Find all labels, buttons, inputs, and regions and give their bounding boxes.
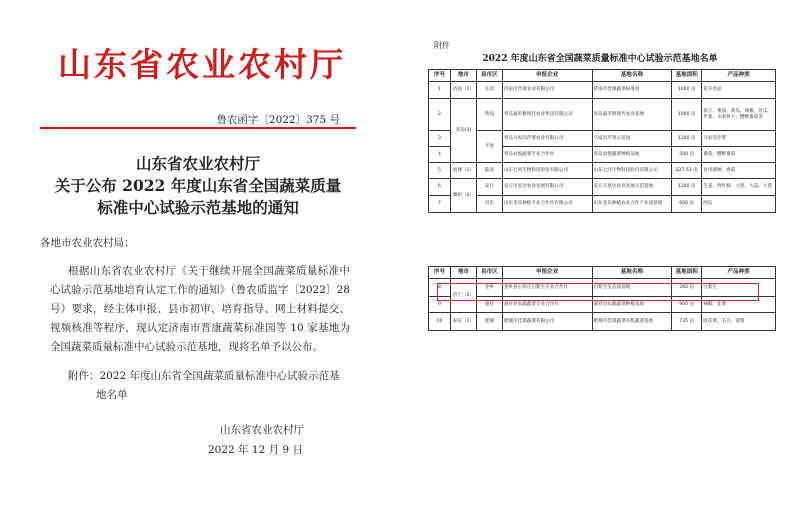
cell-no: 1 (429, 82, 451, 99)
cell-base: 安丘市星达农业发展示范基地 (592, 179, 672, 196)
cell-county: 金乡 (476, 279, 502, 297)
cell-company: 安丘市星达农业发展有限公司 (502, 179, 592, 196)
cell-city: 潍坊（2） (450, 179, 476, 213)
cell-county: 平度 (476, 131, 502, 163)
cell-company: 山东金乐种植专业合作社有限公司 (502, 196, 592, 213)
cell-products: 食用菌种、香菇 (702, 163, 776, 179)
table-row (429, 131, 776, 147)
cell-company: 青岛马家沟芹菜农业有限公司 (502, 131, 592, 147)
cell-county: 临淄 (476, 163, 502, 179)
column-header: 地市 (450, 267, 476, 279)
base-list-table (428, 69, 776, 213)
body-paragraph: 根据山东省农业农村厅《关于继续开展全国蔬菜质量标准中心试验示范基地培育认定工作的通知》（鲁农质监字〔2022〕28 号）要求，经主体申报、县市初审、培育指导、网上材料提交、视频核准等程序，现认定济南市晋康蔬菜标准园等 10 家基地为全国蔬菜质量标准中心试验示范基地，现将名单予以公布。 (50, 265, 350, 353)
cell-city: 淄博（1） (450, 163, 476, 179)
cell-no: 5 (429, 163, 451, 179)
cell-area: 227.53 亩 (672, 163, 702, 179)
table-row (429, 179, 776, 196)
column-header: 产品种类 (702, 267, 776, 279)
cell-area: 735 亩 (672, 313, 702, 331)
signature-block (208, 420, 304, 460)
cell-products: 绿花菜、毛豆、菠菜 (702, 313, 776, 331)
table-row (429, 99, 776, 131)
cell-products: 白紫生 (702, 279, 776, 297)
cell-company: 嘉祥县农蔬蔬菜专业合作社 (502, 297, 592, 313)
cell-company: 青岛农悦蔬菜专业合作社 (502, 147, 592, 163)
cell-products: 花卉食品 (702, 82, 776, 99)
title-line: 关于公布 2022 年度山东省全国蔬菜质量 (54, 176, 342, 195)
cell-county: 昌乐 (476, 196, 502, 213)
cell-no: 7 (429, 196, 451, 213)
cell-no: 2 (429, 99, 451, 131)
cell-county: 长清 (476, 82, 502, 99)
cell-area: 1200 亩 (672, 131, 702, 147)
table-row (429, 82, 776, 99)
cell-products: 生姜、西红柿、大葱、大蒜、大葱 (702, 179, 776, 196)
red-divider (40, 127, 356, 129)
cell-no: 9 (429, 297, 451, 313)
cell-base: 青岛农悦蔬菜种植基地 (592, 147, 672, 163)
column-header: 基地面积 (672, 70, 702, 82)
cell-base: 山东七河生物科技股份有限公司 (592, 163, 672, 179)
cell-no: 8 (429, 279, 451, 297)
cell-area: 1000 亩 (672, 82, 702, 99)
column-header: 基地名称 (592, 267, 672, 279)
cell-company: 山东七河生物科技股份有限公司 (502, 163, 592, 179)
notice-title (40, 153, 356, 219)
cell-county: 肥城 (476, 313, 502, 331)
attachment-label: 附件： (68, 370, 100, 382)
cell-area: 260 亩 (672, 279, 702, 297)
column-header: 基地面积 (672, 267, 702, 279)
cell-company: 青岛嘉禾耕现代农业集团有限公司 (502, 99, 592, 131)
table-row (429, 313, 776, 331)
highlighted-row-box (437, 283, 759, 301)
attachment-note (68, 367, 358, 405)
attachment-line: 2022 年度山东省全国蔬菜质量标准中心试验示范基 (99, 370, 340, 382)
table-row (429, 196, 776, 213)
column-header: 县市区 (476, 267, 502, 279)
cell-county: 嘉祥 (476, 297, 502, 313)
cell-base: 青岛嘉禾耕现代农业基地 (592, 99, 672, 131)
cell-base: 山东金乐种植农业合作产业园基地 (592, 196, 672, 213)
cell-city: 济宁（2） (450, 279, 476, 313)
appendix-header: 附件 (434, 41, 450, 50)
cell-area: 1200 亩 (672, 179, 702, 196)
column-header: 序号 (429, 70, 451, 82)
cell-base: 济南市晋康蔬菜标准园 (592, 82, 672, 99)
cell-no: 4 (429, 147, 451, 163)
cell-company: 金乡县小彭庄白紫生专业合作社 (502, 279, 592, 297)
table-header-row (429, 267, 776, 279)
signer: 山东省农业农村厅 (220, 424, 304, 436)
column-header: 申报企业 (502, 267, 592, 279)
cell-county: 安丘 (476, 179, 502, 196)
cell-area: 500 亩 (672, 147, 702, 163)
cell-products: 番茄、樱桃番茄 (702, 147, 776, 163)
cell-company: 济南市晋康农业有限公司 (502, 82, 592, 99)
column-header: 序号 (429, 267, 451, 279)
table-header-row (429, 70, 776, 82)
cell-products: 西瓜 (702, 196, 776, 213)
appendix-page (400, 0, 800, 517)
column-header: 基地名称 (592, 70, 672, 82)
letterhead-title: 山东省农业农村厅 (58, 45, 346, 84)
cell-base: 肥城市佳康蔬菜有机蔬菜基地 (592, 313, 672, 331)
cell-area: 600 亩 (672, 196, 702, 213)
column-header: 申报企业 (502, 70, 592, 82)
document-number: 鲁农函字〔2022〕375 号 (216, 114, 340, 126)
attachment-line: 地名单 (96, 389, 128, 401)
salutation: 各地市农业农村局： (40, 237, 135, 249)
cell-company: 肥城市佳康蔬菜有限公司 (502, 313, 592, 331)
cell-area: 900 亩 (672, 297, 702, 313)
appendix-title: 2022 年度山东省全国蔬菜质量标准中心试验示范基地名单 (482, 54, 718, 64)
cell-city: 青岛(3) (450, 99, 476, 163)
cell-area: 1000 亩 (672, 99, 702, 131)
cell-products: 辣椒、韭菜 (702, 297, 776, 313)
cell-products: 茄子、番茄、黄瓜、辣椒、丝瓜、芹菜、水果萝卜、樱桃番茄等 (702, 99, 776, 131)
cell-city: 泰安（1） (450, 313, 476, 331)
table-row (429, 163, 776, 179)
cell-no: 6 (429, 179, 451, 196)
cell-no: 3 (429, 131, 451, 147)
title-line: 标准中心试验示范基地的通知 (97, 198, 299, 217)
cell-no: 10 (429, 313, 451, 331)
cell-county: 黄岛 (476, 99, 502, 131)
date: 2022 年 12 月 9 日 (208, 444, 303, 456)
title-line: 山东省农业农村厅 (135, 154, 260, 173)
cell-base: 马家沟芹菜示范园 (592, 131, 672, 147)
cell-base: 嘉祥县农蔬蔬菜种植基地 (592, 297, 672, 313)
cell-base: 白紫生生态园基地 (592, 279, 672, 297)
cell-products: 马家沟芹菜 (702, 131, 776, 147)
column-header: 产品种类 (702, 70, 776, 82)
column-header: 县市区 (476, 70, 502, 82)
column-header: 地市 (450, 70, 476, 82)
cell-city: 济南（1） (450, 82, 476, 99)
